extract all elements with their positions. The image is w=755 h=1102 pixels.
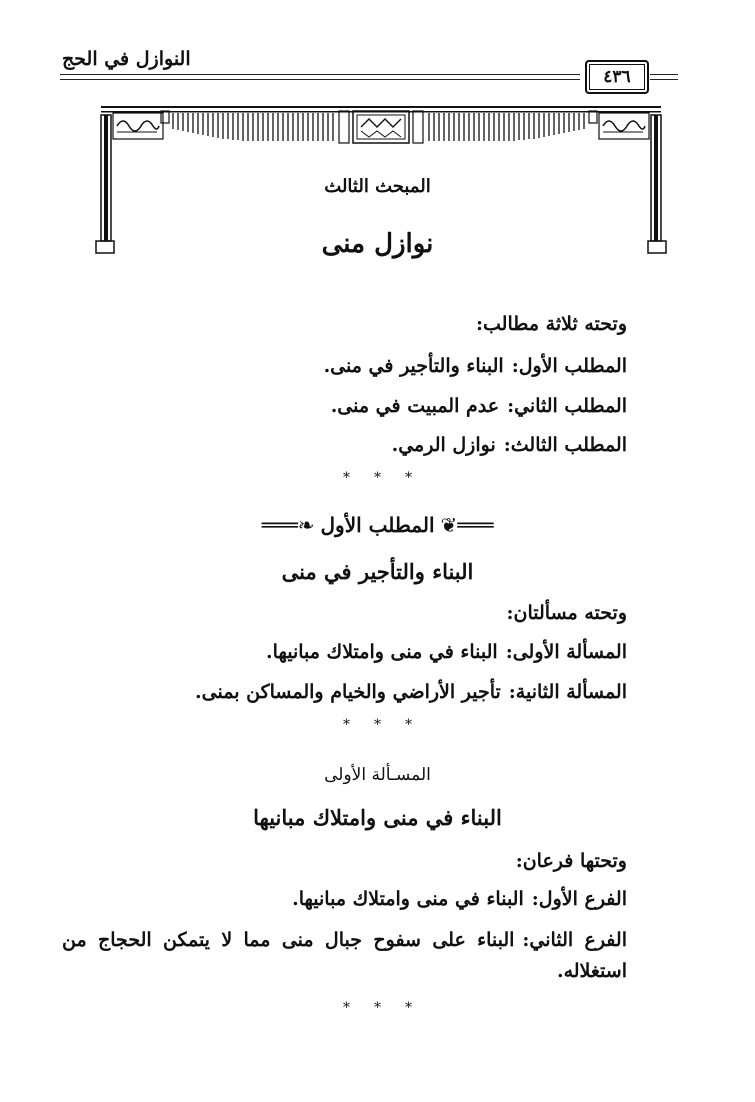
far-key: الفرع الأول: [531, 888, 627, 910]
matlab-key: المطلب الثاني: [507, 395, 627, 417]
matlab-text: البناء والتأجير في منى. [323, 355, 504, 377]
matlab-text: عدم المبيت في منى. [330, 395, 500, 417]
far-key: الفرع الثاني: [522, 929, 627, 951]
far-text: البناء في منى وامتلاك مبانيها. [292, 888, 524, 910]
masala-text: تأجير الأراضي والخيام والمساكن بمنى. [195, 681, 501, 703]
header-rule-right [650, 74, 678, 80]
page-number: ٤٣٦ [585, 60, 649, 94]
matlab-item [331, 395, 627, 417]
masala-item [195, 681, 627, 703]
matlab-item [392, 434, 627, 456]
matlab-text: نوازل الرمي. [391, 434, 496, 456]
matlab-key: المطلب الأول: [511, 355, 627, 377]
section-title: نوازل منى [321, 229, 434, 259]
matlab-heading-text: المطلب الأول [320, 513, 435, 537]
header-rule [60, 74, 580, 80]
matlab-heading [0, 513, 755, 537]
masala-title: البناء في منى وامتلاك مبانيها [253, 805, 502, 830]
running-title: النوازل في الحج [62, 48, 191, 70]
far-item [62, 925, 627, 988]
masala-key: المسألة الأولى: [505, 641, 627, 663]
intro-text: وتحته ثلاثة مطالب: [476, 313, 627, 335]
matlab-key: المطلب الثالث: [503, 434, 627, 456]
masala-label: المسـألة الأولى [324, 765, 431, 785]
matlab-intro: وتحته مسألتان: [506, 602, 627, 624]
separator-stars: * * * [343, 717, 412, 733]
masala-item [266, 641, 627, 663]
ornament-icon: ❧═══ [261, 513, 315, 537]
matlab-title: البناء والتأجير في منى [281, 559, 474, 584]
section-label: المبحث الثالث [324, 176, 431, 197]
masala-text: البناء في منى وامتلاك مبانيها. [266, 641, 498, 663]
masala-intro: وتحتها فرعان: [515, 850, 627, 872]
separator-stars: * * * [343, 470, 412, 486]
ornament-icon: ═══❦ [440, 513, 494, 537]
matlab-item [324, 355, 627, 377]
far-text: البناء على سفوح جبال منى مما لا يتمكن الحجاج من استغلاله. [62, 929, 627, 983]
masala-key: المسألة الثانية: [508, 681, 627, 703]
separator-stars: * * * [343, 1000, 412, 1016]
far-item [292, 888, 627, 910]
